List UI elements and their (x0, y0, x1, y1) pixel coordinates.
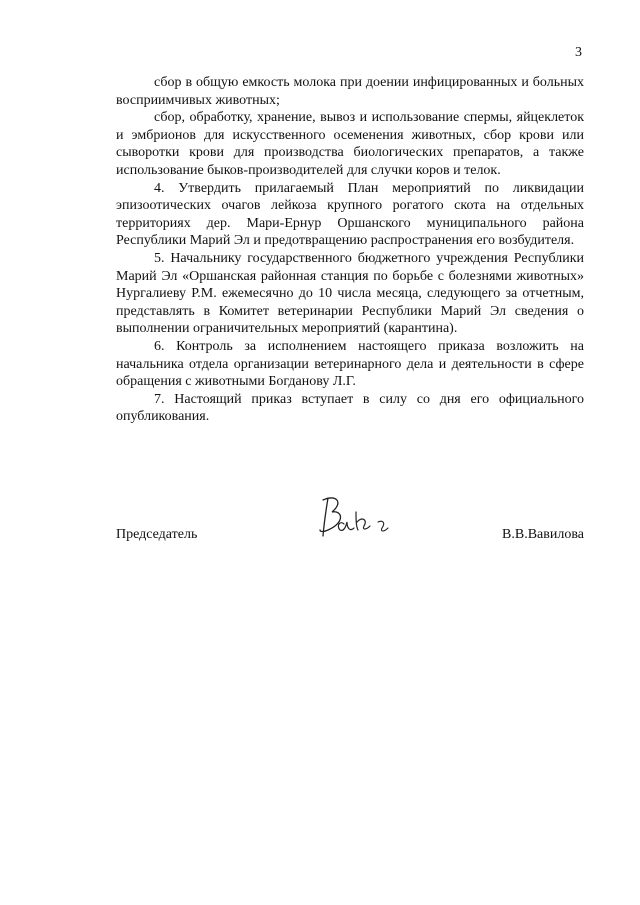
paragraph-6: 7. Настоящий приказ вступает в силу со дня его официального опубликования. (116, 391, 584, 425)
document-body (116, 74, 584, 426)
paragraph-1: сбор в общую емкость молока при доении инфицированных и больных восприимчивых животных; (116, 75, 584, 108)
page-number: 3 (575, 45, 582, 60)
signatory-title: Председатель (116, 527, 198, 542)
handwritten-signature (314, 490, 394, 542)
paragraph-3: 4. Утвердить прилагаемый План мероприятий по ликвидации эпизоотических очагов лейкоза крупного рогатого скота на отдельных территориях дер. Мари-Ернур Оршанского муниципального района Республики Марий Эл и предотвращению распространения его возбудителя. (116, 180, 584, 249)
paragraph-4: 5. Начальнику государственного бюджетного учреждения Республики Марий Эл «Оршанская районная станция по борьбе с болезнями животных» Нургалиеву Р.М. ежемесячно до 10 числа месяца, следующего за отчетным, представлять в Комитет ветеринарии Республики Марий Эл сведения о выполнении ограничительных мероприятий (карантина). (116, 250, 584, 337)
paragraph-2: сбор, обработку, хранение, вывоз и использование спермы, яйцеклеток и эмбрионов для искусственного осеменения животных, сбор крови или сыворотки крови для производства биологических препаратов, а также использование быков-производителей для случки коров и телок. (116, 110, 584, 178)
signature-block (116, 490, 584, 550)
paragraph-5: 6. Контроль за исполнением настоящего приказа возложить на начальника отдела организации ветеринарного дела и деятельности в сфере обращения с животными Богданову Л.Г. (116, 338, 584, 390)
signatory-name: В.В.Вавилова (502, 527, 584, 542)
